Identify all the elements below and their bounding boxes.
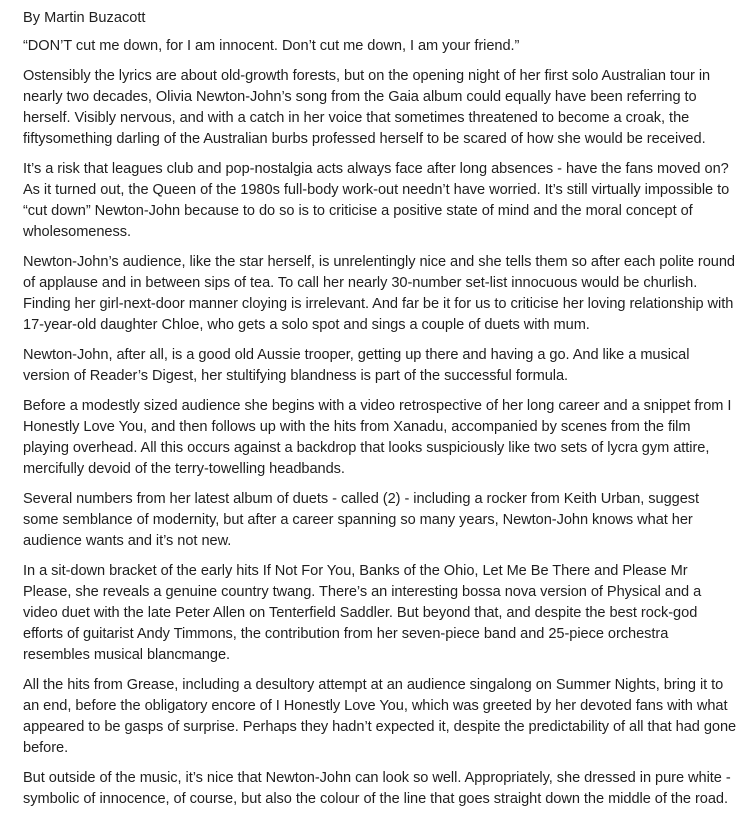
article-paragraph: Before a modestly sized audience she begins with a video retrospective of her long career and a snippet from I Honestly Love You, and then follows up with the hits from Xanadu, accompanied by scenes from the film playing overhead. All this occurs against a backdrop that looks suspiciously like two sets of lycra gym attire, mercifully devoid of the terry-towelling headbands. (23, 398, 732, 477)
article-paragraph: It’s a risk that leagues club and pop-nostalgia acts always face after long absences - have the fans moved on? As it turned out, the Queen of the 1980s full-body work-out needn’t have worried. It’s still virtually impossible to “cut down” Newton-John because to do so is to criticise a positive state of mind and the moral concept of wholesomeness. (23, 161, 730, 240)
article-paragraph: In a sit-down bracket of the early hits If Not For You, Banks of the Ohio, Let Me Be There and Please Mr Please, she reveals a genuine country twang. There’s an interesting bossa nova version of Physical and a video duet with the late Peter Allen on Tenterfield Saddler. But beyond that, and despite the best rock-god efforts of guitarist Andy Timmons, the contribution from her seven-piece band and 25-piece orchestra resembles musical blancmange. (23, 563, 702, 663)
article-paragraph: All the hits from Grease, including a desultory attempt at an audience singalong on Summer Nights, bring it to an end, before the obligatory encore of I Honestly Love You, which was greeted by her devoted fans with what appeared to be gasps of surprise. Perhaps they hadn’t expected it, despite the predictability of all that had gone before. (23, 677, 737, 756)
article-paragraph: Ostensibly the lyrics are about old-growth forests, but on the opening night of her first solo Australian tour in nearly two decades, Olivia Newton-John’s song from the Gaia album could equally have been referring to herself. Visibly nervous, and with a catch in her voice that sometimes threatened to become a croak, the fiftysomething darling of the Australian burbs professed herself to be scared of how she would be received. (23, 68, 711, 147)
article-paragraph: Newton-John, after all, is a good old Aussie trooper, getting up there and having a go. And like a musical version of Reader’s Digest, her stultifying blandness is part of the successful formula. (23, 347, 690, 384)
article-paragraph: But outside of the music, it’s nice that Newton-John can look so well. Appropriately, she dressed in pure white - symbolic of innocence, of course, but also the colour of the line that goes straight down the middle of the road. (23, 770, 731, 807)
article-paragraph: Several numbers from her latest album of duets - called (2) - including a rocker from Keith Urban, suggest some semblance of modernity, but after a career spanning so many years, Newton-John knows what her audience wants and it’s not new. (23, 491, 700, 549)
article-paragraph: Newton-John’s audience, like the star herself, is unrelentingly nice and she tells them so after each polite round of applause and in between sips of tea. To call her nearly 30-number set-list innocuous would be churlish. Finding her girl-next-door manner cloying is irrelevant. And far be it for us to criticise her loving relationship with 17-year-old daughter Chloe, who gets a solo spot and sings a couple of duets with mum. (23, 254, 735, 333)
article-paragraph: “DON’T cut me down, for I am innocent. Don’t cut me down, I am your friend.” (23, 38, 520, 54)
article-byline: By Martin Buzacott (23, 10, 146, 26)
